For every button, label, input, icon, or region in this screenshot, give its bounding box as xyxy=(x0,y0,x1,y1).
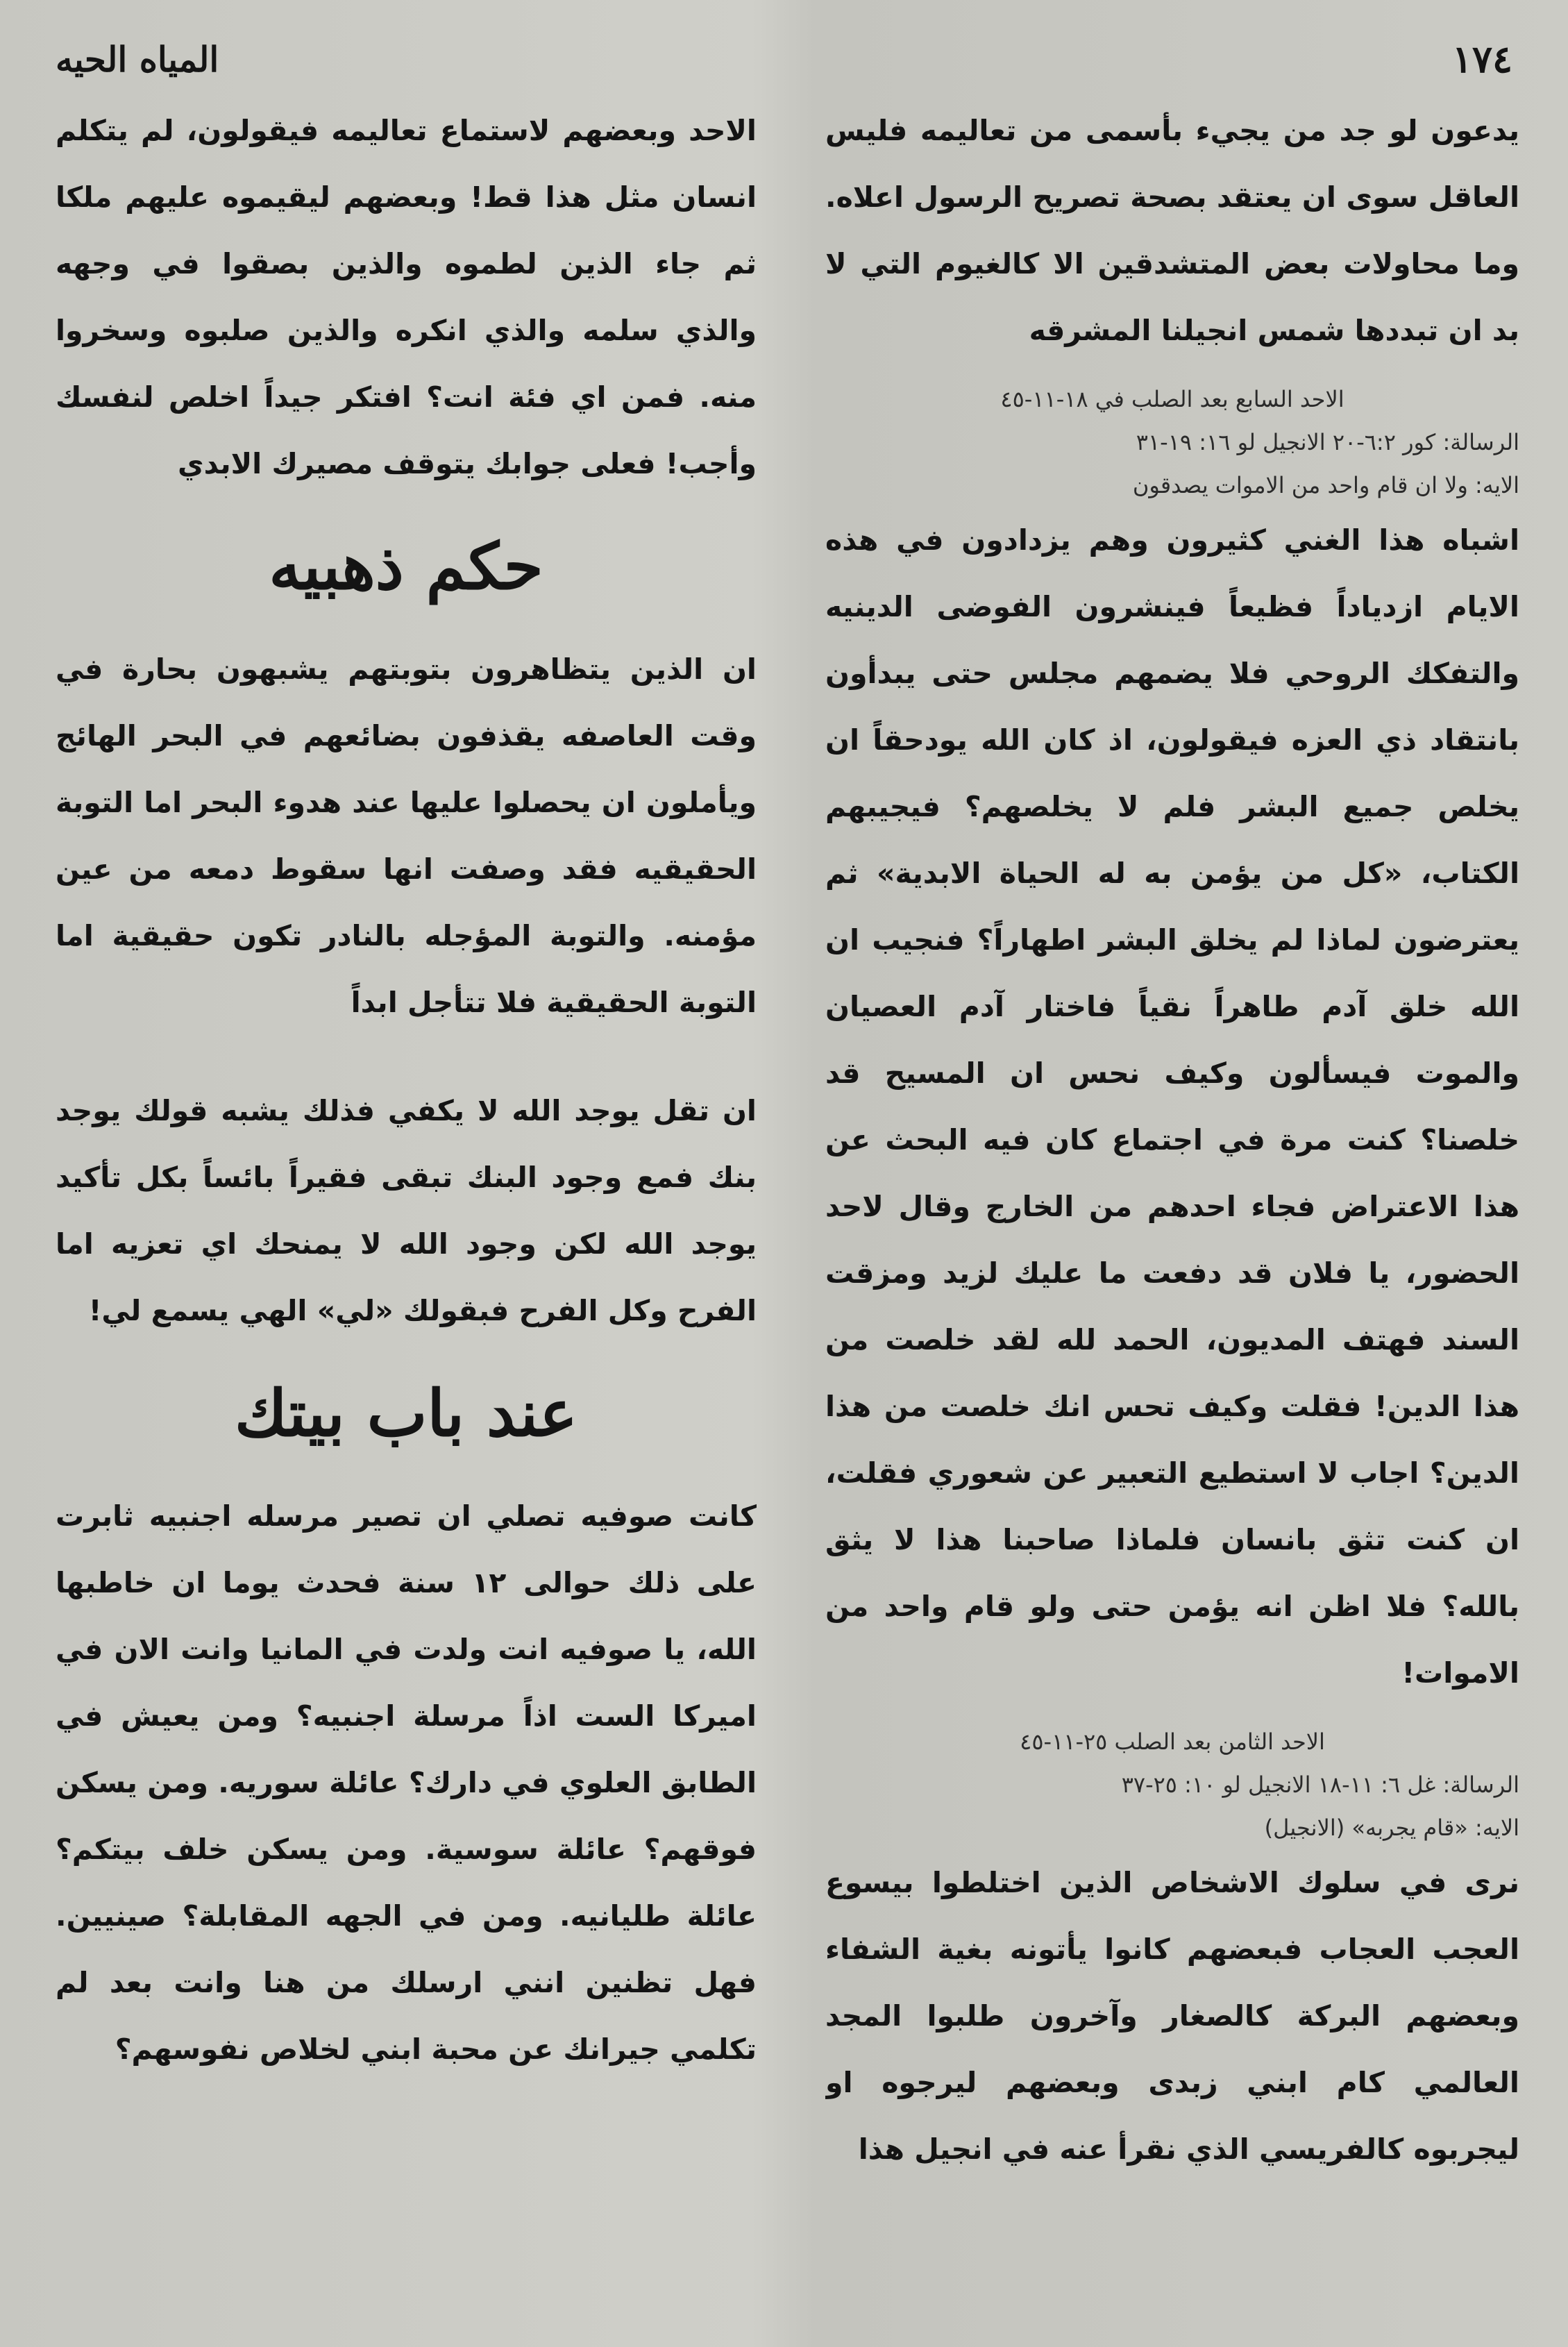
lection-title: الاحد السابع بعد الصلب في ١٨-١١-٤٥ xyxy=(1000,386,1344,412)
lection-readings: الرسالة: كور ٦:٢-٢٠ الانجيل لو ١٦: ١٩-٣١ xyxy=(1136,429,1519,455)
left-column xyxy=(56,97,757,2326)
paragraph-repentance: ان الذين يتظاهرون بتوبتهم يشبهون بحارة في وقت العاصفه يقذفون بضائعهم في البحر الهائج ويأملون ان يحصلوا عليها عند هدوء البحر اما التوبة الحقيقيه فقد وصفت انها سقوط دمعه من عين مؤمنه. والتوبة المؤجله بالنادر تكون حقيقية اما التوبة الحقيقية فلا تتأجل ابداً xyxy=(56,653,757,1019)
page-header xyxy=(56,28,1512,90)
sermon-paragraph-2: نرى في سلوك الاشخاص الذين اختلطوا بيسوع العجب العجاب فبعضهم كانوا يأتونه بغية الشفاء وبعضهم البركة كالصغار وآخرون طلبوا المجد العالمي كام ابني زبدى وبعضهم ليرجوه او ليجربوه كالفريسي الذي نقرأ عنه في انجيل هذا xyxy=(825,1866,1519,2166)
lection-title-2: الاحد الثامن بعد الصلب ٢٥-١١-٤٥ xyxy=(1020,1728,1325,1755)
right-column xyxy=(825,97,1519,2326)
lection-verse: الايه: ولا ان قام واحد من الاموات يصدقون xyxy=(1132,472,1519,498)
paragraph-continuation: يدعون لو جد من يجيء بأسمى من تعاليمه فليس العاقل سوى ان يعتقد بصحة تصريح الرسول اعلاه. وما محاولات بعض المتشدقين الا كالغيوم التي لا بد ان تبددها شمس انجيلنا المشرقه xyxy=(825,114,1519,347)
running-title: المياه الحيه xyxy=(56,38,219,80)
section-heading-at-your-door: عند باب بيتك xyxy=(235,1376,578,1451)
page-number: ١٧٤ xyxy=(1451,37,1512,81)
paragraph-god-exists: ان تقل يوجد الله لا يكفي فذلك يشبه قولك يوجد بنك فمع وجود البنك تبقى فقيراً بائساً بكل تأكيد يوجد الله لكن وجود الله لا يمنحك اي تعزيه اما الفرح وكل الفرح فبقولك «لي» الهي يسمع لي! xyxy=(56,1094,757,1327)
section-heading-golden-sayings: حكم ذهبيه xyxy=(269,529,543,604)
lection-verse-2: الايه: «قام يجربه» (الانجيل) xyxy=(1264,1815,1519,1841)
sermon-paragraph: اشباه هذا الغني كثيرون وهم يزدادون في هذه الايام ازدياداً فظيعاً فينشرون الفوضى الدينيه والتفكك الروحي فلا يضمهم مجلس حتى يبدأون بانتقاد ذي العزه فيقولون، اذ كان الله يودحقاً ان يخلص جميع البشر فلم لا يخلصهم؟ فيجيبهم الكتاب، «كل من يؤمن به له الحياة الابدية» ثم يعترضون لماذا لم يخلق البشر اطهاراً؟ فنجيب ان الله خلق آدم طاهراً نقياً فاختار آدم العصيان والموت فيسألون وكيف نحس ان المسيح قد خلصنا؟ كنت مرة في اجتماع كان فيه البحث عن هذا الاعتراض فجاء احدهم من الخارج وقال لاحد الحضور، يا فلان قد دفعت ما عليك لزيد ومزقت السند فهتف المديون، الحمد لله لقد خلصت من هذا الدين! فقلت وكيف تحس انك خلصت من هذا الدين؟ اجاب لا استطيع التعبير عن شعوري فقلت، ان كنت تثق بانسان فلماذا صاحبنا هذا لا يثق بالله؟ فلا اظن انه يؤمن حتى ولو قام واحد من الاموات! xyxy=(825,523,1519,1690)
paragraph-sophia-story: كانت صوفيه تصلي ان تصير مرسله اجنبيه ثابرت على ذلك حوالى ١٢ سنة فحدث يوما ان خاطبها الله، يا صوفيه انت ولدت في المانيا وانت الان في اميركا الست اذاً مرسلة اجنبيه؟ ومن يعيش في الطابق العلوي في دارك؟ عائلة سوريه. ومن يسكن فوقهم؟ عائلة سوسية. ومن يسكن خلف بيتكم؟ عائلة طليانيه. ومن في الجهه المقابلة؟ صينيين. فهل تظنين انني ارسلك من هنا وانت بعد لم تكلمي جيرانك عن محبة ابني لخلاص نفوسهم؟ xyxy=(56,1499,757,2066)
paragraph-continuation-left: الاحد وبعضهم لاستماع تعاليمه فيقولون، لم يتكلم انسان مثل هذا قط! وبعضهم ليقيموه عليهم ملكا ثم جاء الذين لطموه والذين بصقوا في وجهه والذي سلمه والذي انكره والذين صلبوه وسخروا منه. فمن اي فئة انت؟ افتكر جيداً اخلص لنفسك وأجب! فعلى جوابك يتوقف مصيرك الابدي xyxy=(56,114,757,480)
lection-readings-2: الرسالة: غل ٦: ١١-١٨ الانجيل لو ١٠: ٢٥-٣٧ xyxy=(1121,1772,1519,1798)
